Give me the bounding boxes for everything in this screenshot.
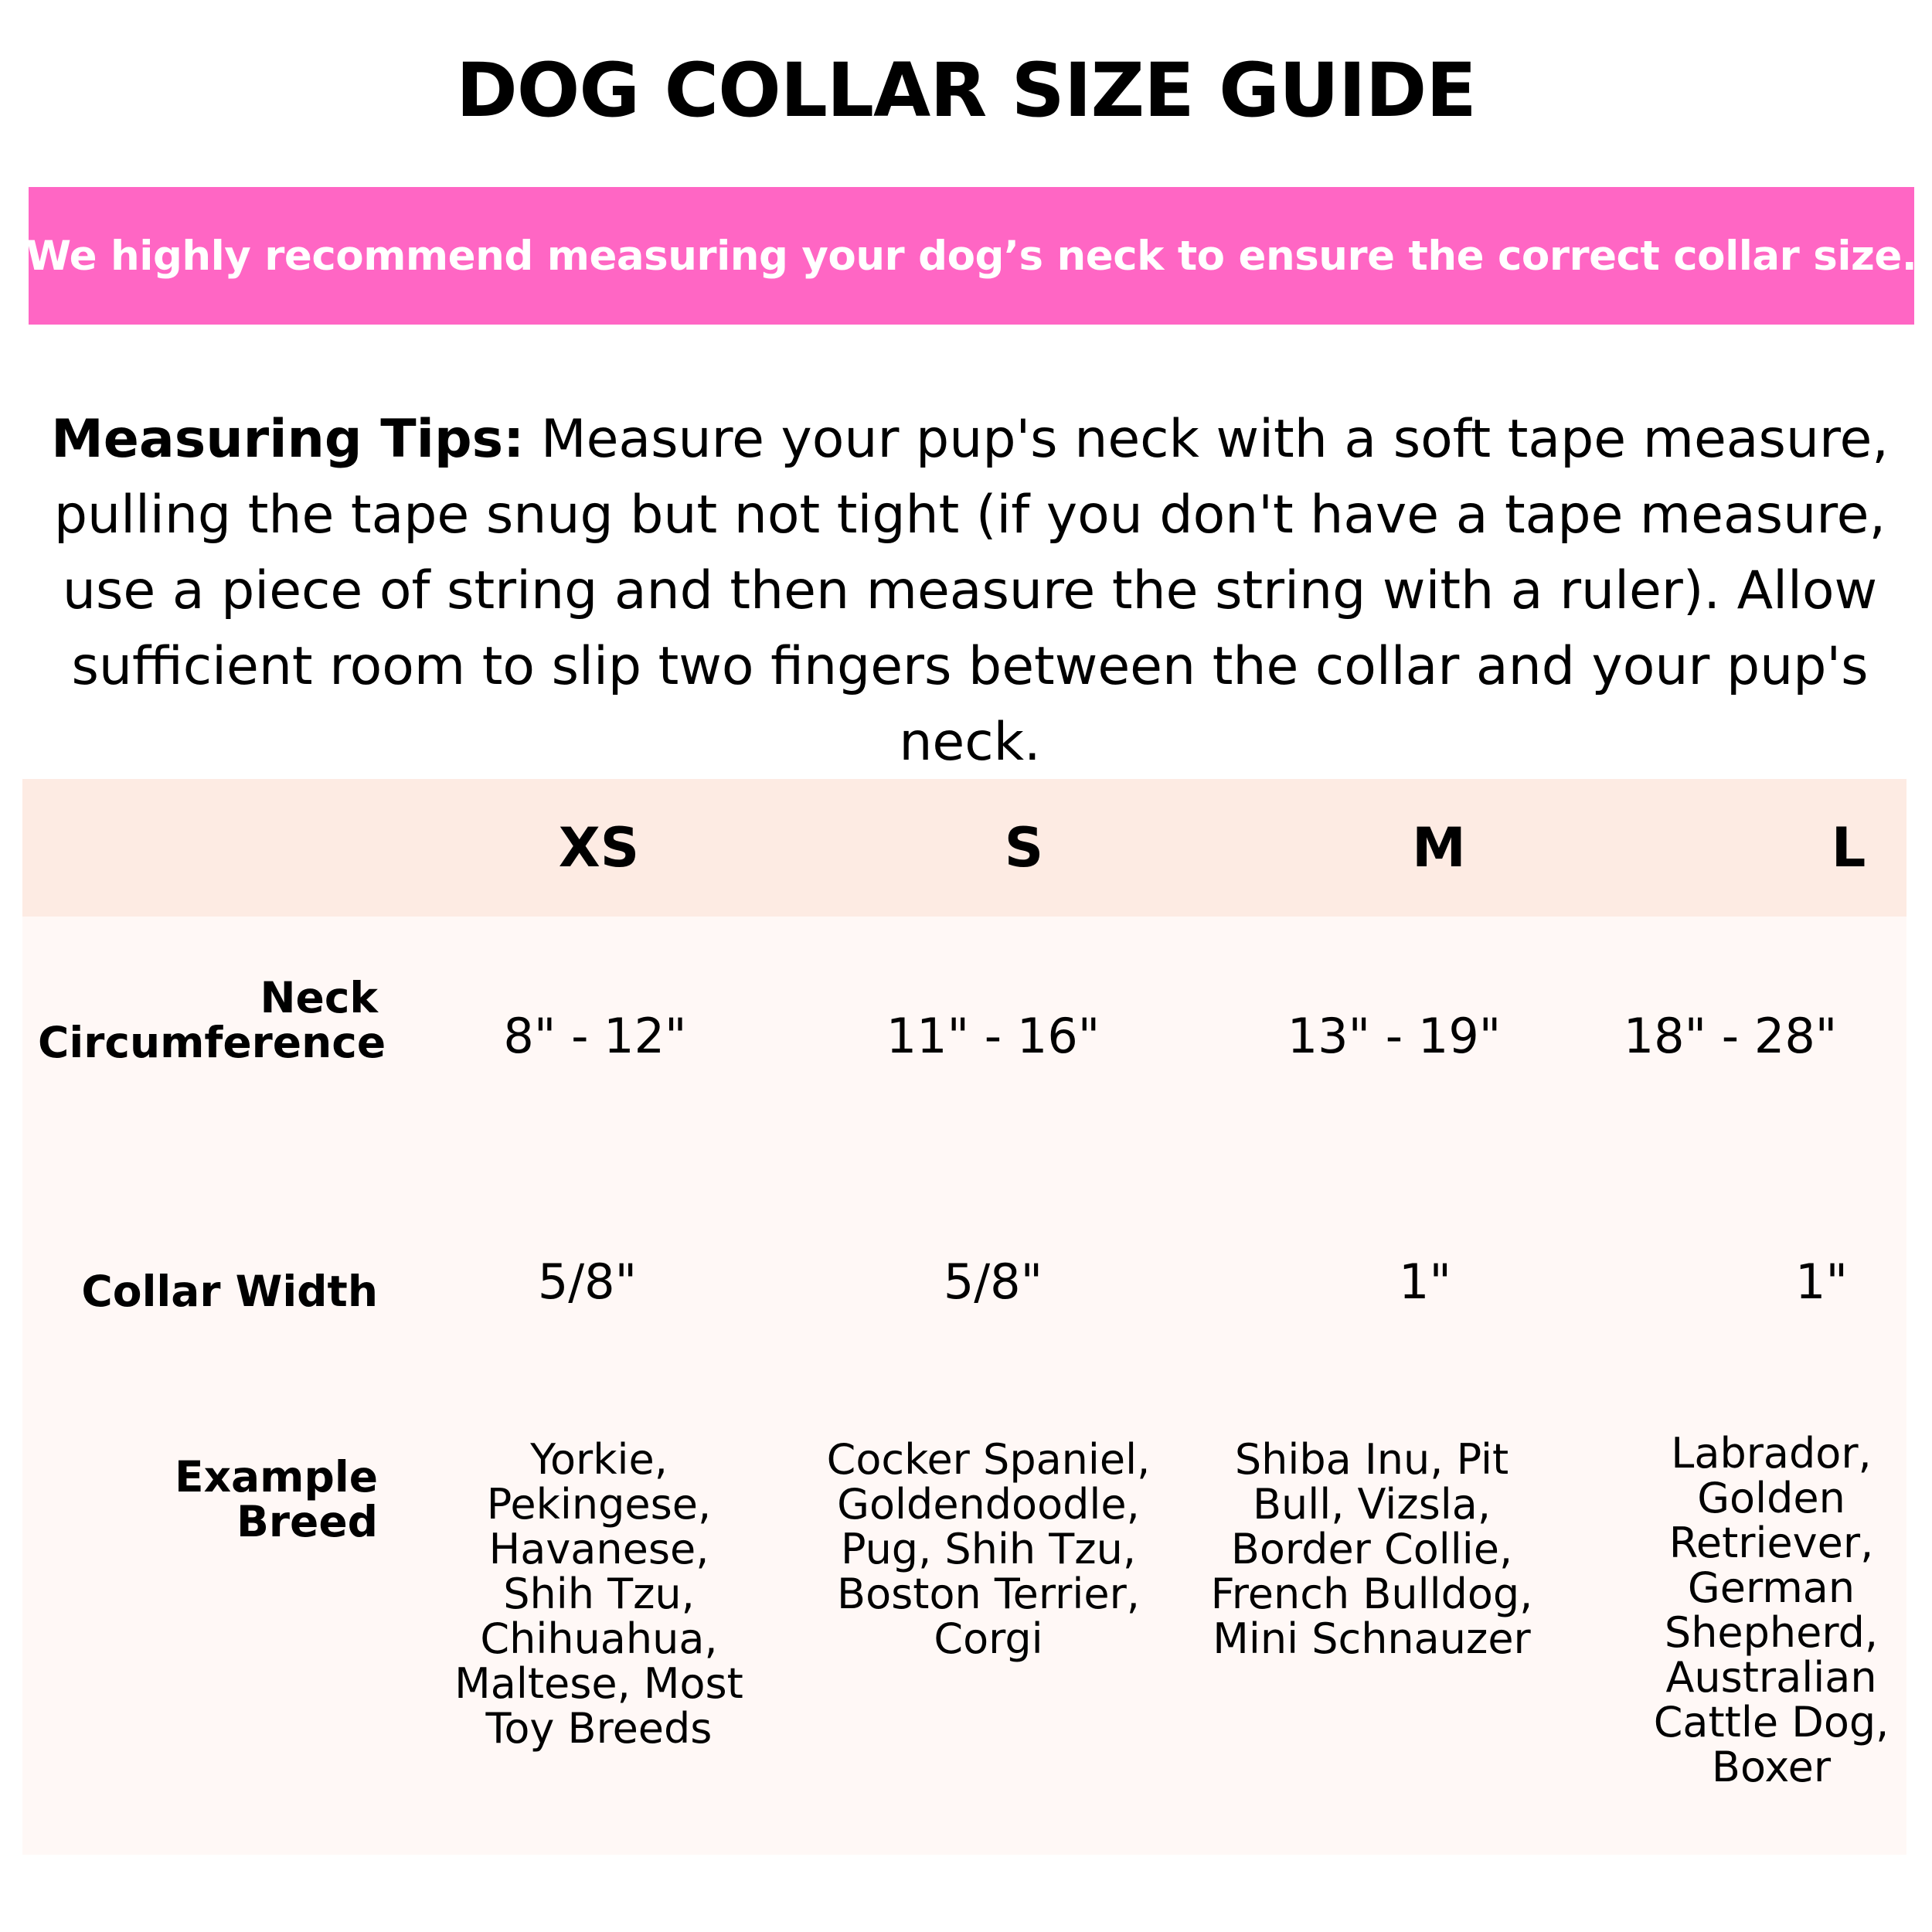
neck-circumference-s: 11" - 16": [886, 1008, 1100, 1064]
table-header-row: [22, 779, 1906, 917]
example-breed-m: Shiba Inu, Pit Bull, Vizsla, Border Collie, French Bulldog, Mini Schnauzer: [1210, 1435, 1533, 1663]
row-label-collar-width: Collar Width: [81, 1267, 378, 1316]
size-header-m: M: [1412, 816, 1466, 879]
example-breed-xs: Yorkie, Pekingese, Havanese, Shih Tzu, Chihuahua, Maltese, Most Toy Breeds: [454, 1435, 743, 1753]
row-label-neck-circumference: Neck Circumference: [38, 973, 386, 1067]
neck-circumference-m: 13" - 19": [1287, 1008, 1502, 1064]
row-label-example-breed: Example Breed: [175, 1452, 378, 1546]
collar-width-m: 1": [1399, 1253, 1451, 1310]
tips-text: Measure your pup's neck with a soft tape measure, pulling the tape snug but not tight (if you don't have a tape measure, use a piece of string and then measure the string with a ruler). Allow sufficient room to slip two fingers between the collar and your pup's neck.: [53, 409, 1889, 773]
size-header-xs: XS: [558, 816, 640, 879]
banner-text: We highly recommend measuring your dog’s neck to ensure the correct collar size.: [26, 232, 1917, 280]
collar-width-xs: 5/8": [537, 1253, 638, 1310]
tips-label: Measuring Tips:: [51, 409, 525, 470]
neck-circumference-l: 18" - 28": [1623, 1008, 1838, 1064]
page-title: DOG COLLAR SIZE GUIDE: [456, 47, 1476, 134]
collar-width-l: 1": [1795, 1253, 1848, 1310]
size-header-s: S: [1004, 816, 1044, 879]
collar-width-s: 5/8": [943, 1253, 1043, 1310]
size-table: [22, 779, 1906, 1855]
size-header-l: L: [1831, 816, 1866, 879]
recommendation-banner: [26, 187, 1917, 325]
example-breed-s: Cocker Spaniel, Goldendoodle, Pug, Shih Tzu, Boston Terrier, Corgi: [826, 1435, 1151, 1663]
example-breed-l: Labrador, Golden Retriever, German Shepherd, Australian Cattle Dog, Boxer: [1653, 1429, 1889, 1791]
measuring-tips: [35, 402, 1905, 781]
neck-circumference-xs: 8" - 12": [503, 1008, 687, 1064]
